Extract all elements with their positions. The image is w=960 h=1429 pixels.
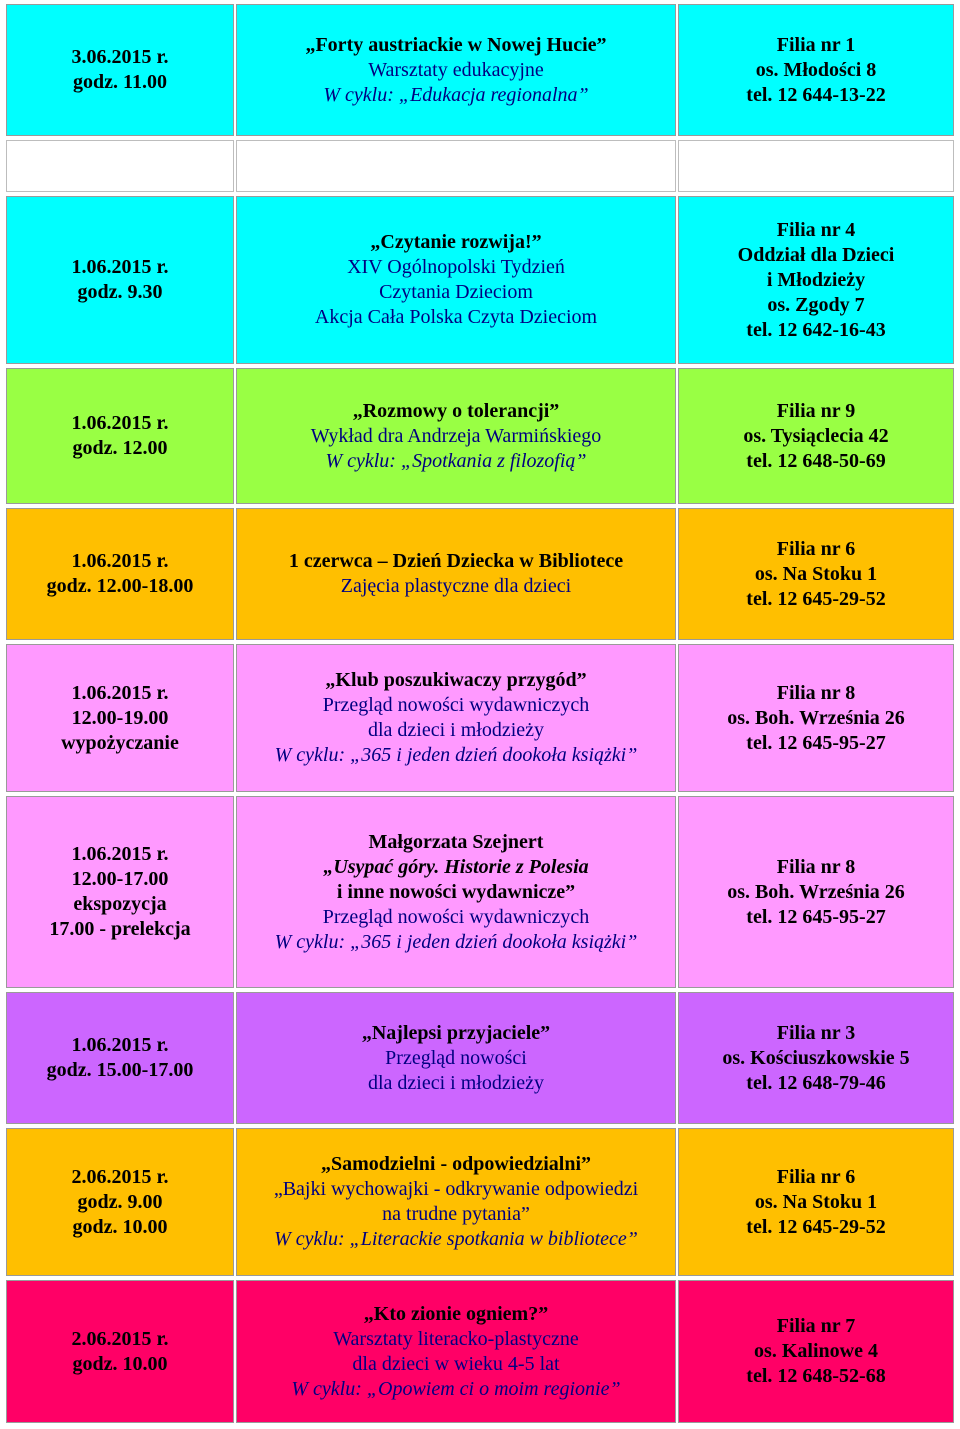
event-line: Małgorzata Szejnert bbox=[368, 830, 544, 853]
date-line: godz. 12.00-18.00 bbox=[46, 575, 194, 597]
location-line: os. Kościuszkowskie 5 bbox=[722, 1046, 910, 1069]
event-cell bbox=[236, 1280, 676, 1423]
date-line: godz. 11.00 bbox=[73, 71, 167, 93]
date-line: 12.00-17.00 bbox=[71, 868, 169, 890]
location-line: tel. 12 645-29-52 bbox=[746, 587, 886, 610]
schedule-row bbox=[0, 368, 960, 504]
location-line: i Młodzieży bbox=[766, 268, 866, 291]
event-line: „Usypać góry. Historie z Polesia bbox=[323, 855, 589, 878]
event-line: Czytania Dzieciom bbox=[379, 281, 533, 303]
location-line: os. Na Stoku 1 bbox=[754, 1190, 878, 1213]
location-line: os. Na Stoku 1 bbox=[754, 562, 878, 585]
location-line: tel. 12 648-79-46 bbox=[746, 1071, 886, 1094]
location-line: Filia nr 6 bbox=[776, 537, 856, 560]
event-cell bbox=[236, 368, 676, 504]
location-line: Oddział dla Dzieci bbox=[737, 243, 895, 266]
date-cell bbox=[6, 1128, 234, 1276]
date-line: godz. 10.00 bbox=[72, 1215, 168, 1238]
event-line: „Bajki wychowajki - odkrywanie odpowiedzi bbox=[273, 1178, 639, 1200]
date-line: 1.06.2015 r. bbox=[71, 843, 169, 865]
location-line: Filia nr 4 bbox=[776, 218, 856, 241]
date-line: godz. 10.00 bbox=[72, 1352, 168, 1375]
date-line: 12.00-19.00 bbox=[71, 706, 169, 729]
location-cell bbox=[678, 644, 954, 792]
event-cell bbox=[236, 796, 676, 988]
schedule-row bbox=[0, 508, 960, 640]
location-line: tel. 12 648-52-68 bbox=[746, 1365, 886, 1387]
event-line: W cyklu: „Literackie spotkania w bibliotece” bbox=[274, 1228, 638, 1250]
event-line: i inne nowości wydawnicze” bbox=[336, 880, 576, 903]
event-line: W cyklu: „365 i jeden dzień dookoła książki” bbox=[274, 744, 638, 766]
date-line: godz. 9.30 bbox=[77, 281, 163, 303]
date-cell bbox=[6, 796, 234, 988]
date-line: 1.06.2015 r. bbox=[71, 412, 169, 434]
event-line: Przegląd nowości wydawniczych bbox=[322, 694, 590, 716]
location-cell bbox=[678, 796, 954, 988]
location-line: Filia nr 8 bbox=[776, 855, 856, 878]
event-cell bbox=[236, 1128, 676, 1276]
event-line: W cyklu: „365 i jeden dzień dookoła książki” bbox=[274, 930, 638, 953]
date-cell bbox=[6, 4, 234, 136]
location-cell bbox=[678, 1280, 954, 1423]
location-line: Filia nr 8 bbox=[776, 681, 856, 704]
date-line: 2.06.2015 r. bbox=[71, 1165, 169, 1188]
location-cell bbox=[678, 196, 954, 364]
location-line: os. Zgody 7 bbox=[767, 293, 865, 316]
date-line: 1.06.2015 r. bbox=[71, 681, 169, 704]
location-cell bbox=[678, 4, 954, 136]
date-cell bbox=[6, 196, 234, 364]
location-line: tel. 12 642-16-43 bbox=[746, 318, 886, 341]
schedule-row bbox=[0, 1280, 960, 1423]
event-line: „Klub poszukiwaczy przygód” bbox=[325, 669, 587, 691]
location-line: os. Kalinowe 4 bbox=[754, 1340, 878, 1362]
date-line: 17.00 - prelekcja bbox=[49, 918, 191, 940]
location-line: Filia nr 1 bbox=[776, 33, 856, 56]
event-line: Warsztaty edukacyjne bbox=[368, 58, 544, 81]
event-line: W cyklu: „Opowiem ci o moim regionie” bbox=[291, 1377, 621, 1400]
schedule-row bbox=[0, 992, 960, 1124]
schedule-row bbox=[0, 1128, 960, 1276]
date-line: wypożyczanie bbox=[61, 731, 179, 754]
event-line: „Kto zionie ogniem?” bbox=[363, 1302, 549, 1325]
event-line: „Forty austriackie w Nowej Hucie” bbox=[305, 33, 607, 56]
schedule-row bbox=[0, 4, 960, 136]
date-line: 3.06.2015 r. bbox=[71, 46, 169, 68]
event-line: Wykład dra Andrzeja Warmińskiego bbox=[310, 424, 602, 447]
date-cell bbox=[6, 644, 234, 792]
location-line: os. Tysiąclecia 42 bbox=[743, 424, 889, 447]
schedule-row bbox=[0, 196, 960, 364]
event-line: na trudne pytania” bbox=[382, 1203, 530, 1225]
event-cell bbox=[236, 508, 676, 640]
location-cell bbox=[678, 1128, 954, 1276]
location-line: tel. 12 644-13-22 bbox=[746, 83, 886, 106]
event-line: Akcja Cała Polska Czyta Dzieciom bbox=[314, 306, 598, 328]
event-cell bbox=[236, 196, 676, 364]
event-line: Przegląd nowości wydawniczych bbox=[322, 905, 590, 928]
event-line: Zajęcia plastyczne dla dzieci bbox=[340, 575, 572, 597]
event-cell bbox=[236, 4, 676, 136]
location-line: os. Młodości 8 bbox=[755, 58, 877, 81]
location-line: Filia nr 7 bbox=[776, 1315, 856, 1337]
date-cell bbox=[6, 1280, 234, 1423]
event-line: W cyklu: „Spotkania z filozofią” bbox=[325, 449, 587, 472]
location-line: tel. 12 648-50-69 bbox=[746, 449, 886, 472]
date-line: 1.06.2015 r. bbox=[71, 256, 169, 278]
location-line: tel. 12 645-29-52 bbox=[746, 1215, 886, 1238]
event-cell bbox=[236, 644, 676, 792]
event-line: 1 czerwca – Dzień Dziecka w Bibliotece bbox=[288, 550, 624, 572]
event-line: dla dzieci i młodzieży bbox=[367, 719, 545, 741]
location-cell bbox=[678, 368, 954, 504]
event-line: „Rozmowy o tolerancji” bbox=[352, 399, 560, 422]
date-line: godz. 9.00 bbox=[77, 1190, 163, 1213]
schedule-row bbox=[0, 140, 960, 192]
date-cell bbox=[6, 140, 234, 192]
location-cell bbox=[678, 140, 954, 192]
location-line: tel. 12 645-95-27 bbox=[746, 731, 886, 754]
schedule-row bbox=[0, 796, 960, 988]
date-line: ekspozycja bbox=[73, 893, 167, 915]
event-line: Przegląd nowości bbox=[385, 1046, 527, 1069]
event-line: W cyklu: „Edukacja regionalna” bbox=[323, 83, 589, 106]
event-line: „Czytanie rozwija!” bbox=[370, 231, 542, 253]
location-line: os. Boh. Września 26 bbox=[727, 880, 905, 903]
date-line: 1.06.2015 r. bbox=[71, 550, 169, 572]
date-line: 1.06.2015 r. bbox=[71, 1034, 169, 1056]
event-line: dla dzieci i młodzieży bbox=[367, 1071, 545, 1094]
location-line: Filia nr 6 bbox=[776, 1165, 856, 1188]
location-cell bbox=[678, 508, 954, 640]
event-line: Warsztaty literacko-plastyczne bbox=[333, 1327, 579, 1350]
date-line: 2.06.2015 r. bbox=[71, 1327, 169, 1350]
event-line: „Najlepsi przyjaciele” bbox=[361, 1021, 551, 1044]
location-cell bbox=[678, 992, 954, 1124]
event-line: „Samodzielni - odpowiedzialni” bbox=[320, 1153, 592, 1175]
location-line: Filia nr 9 bbox=[776, 399, 856, 422]
location-line: Filia nr 3 bbox=[776, 1021, 856, 1044]
event-line: XIV Ogólnopolski Tydzień bbox=[347, 256, 565, 278]
date-cell bbox=[6, 992, 234, 1124]
date-line: godz. 15.00-17.00 bbox=[46, 1059, 194, 1081]
location-line: tel. 12 645-95-27 bbox=[746, 905, 886, 928]
date-line: godz. 12.00 bbox=[72, 437, 168, 459]
event-cell bbox=[236, 992, 676, 1124]
event-line: dla dzieci w wieku 4-5 lat bbox=[352, 1352, 560, 1375]
date-cell bbox=[6, 508, 234, 640]
schedule-row bbox=[0, 644, 960, 792]
event-cell bbox=[236, 140, 676, 192]
location-line: os. Boh. Września 26 bbox=[727, 706, 905, 729]
date-cell bbox=[6, 368, 234, 504]
